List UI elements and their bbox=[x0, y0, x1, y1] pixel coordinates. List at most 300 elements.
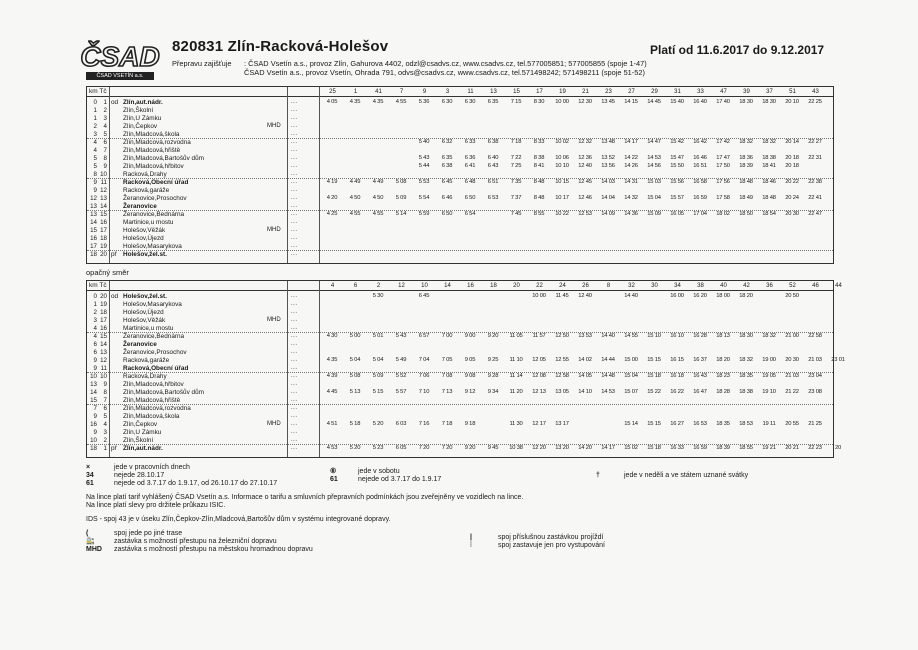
outbound-stop-tc: 3 bbox=[103, 115, 107, 122]
inbound-departure-time: 18 00 bbox=[716, 293, 730, 299]
inbound-departure-time: 5 20 bbox=[372, 421, 384, 427]
outbound-stop-name: Zlín,U Zámku bbox=[123, 115, 162, 122]
symbol-key: ( bbox=[86, 530, 89, 537]
outbound-stop-name: Racková,garáže bbox=[123, 187, 170, 194]
outbound-stop-tc: 13 bbox=[100, 195, 107, 202]
outbound-trip-number: 3 bbox=[445, 89, 450, 95]
isic-note: Na lince platí slevy pro držitele průkazu ISIC. bbox=[86, 502, 226, 509]
inbound-departure-time: 12 20 bbox=[532, 445, 546, 451]
inbound-trip-number: 36 bbox=[766, 283, 773, 289]
inbound-stop-tc: 18 bbox=[100, 309, 107, 316]
inbound-departure-time: 15 07 bbox=[624, 389, 638, 395]
outbound-trip-number: 15 bbox=[513, 89, 520, 95]
outbound-departure-time: 6 36 bbox=[464, 155, 476, 161]
outbound-stop-dots: ... bbox=[291, 235, 298, 241]
outbound-stop-tc: 6 bbox=[103, 139, 107, 146]
inbound-stop-dots: ... bbox=[291, 349, 298, 355]
inbound-departure-time: 5 23 bbox=[372, 445, 384, 451]
inbound-trip-number: 38 bbox=[697, 283, 704, 289]
inbound-departure-time: 5 13 bbox=[349, 389, 361, 395]
legend-text: jede v sobotu bbox=[358, 468, 400, 475]
inbound-departure-time: 21 00 bbox=[785, 333, 799, 339]
outbound-departure-time: 7 35 bbox=[510, 179, 522, 185]
outbound-departure-time: 17 58 bbox=[716, 195, 730, 201]
inbound-departure-time: 7 05 bbox=[441, 357, 453, 363]
outbound-stop-name: Zlín,Mladcová,hřbitov bbox=[123, 163, 184, 170]
outbound-departure-time: 12 45 bbox=[578, 179, 592, 185]
outbound-stop-dots: ... bbox=[291, 211, 298, 217]
outbound-row-divider bbox=[87, 210, 833, 211]
inbound-departure-time: 18 32 bbox=[739, 357, 753, 363]
outbound-departure-time: 14 04 bbox=[601, 195, 615, 201]
operator-info bbox=[172, 60, 647, 77]
outbound-stop-tc: 16 bbox=[100, 219, 107, 226]
outbound-trip-number: 7 bbox=[399, 89, 404, 95]
symbol-key: 🚉 bbox=[86, 538, 95, 545]
outbound-departure-time: 16 40 bbox=[693, 99, 707, 105]
inbound-stop-km: 4 bbox=[93, 333, 97, 340]
outbound-departure-time: 6 40 bbox=[487, 155, 499, 161]
inbound-departure-time: 4 53 bbox=[326, 445, 338, 451]
outbound-departure-time: 14 17 bbox=[624, 139, 638, 145]
inbound-departure-time: 11 10 bbox=[509, 357, 523, 363]
inbound-stop-tc: 10 bbox=[100, 373, 107, 380]
inbound-stop-name: Racková,garáže bbox=[123, 357, 170, 364]
inbound-departure-time: 7 10 bbox=[418, 389, 430, 395]
inbound-trip-number: 34 bbox=[674, 283, 681, 289]
outbound-stop-tc: 4 bbox=[103, 123, 107, 130]
inbound-departure-time: 4 30 bbox=[326, 333, 338, 339]
inbound-departure-time: 12 13 bbox=[532, 389, 546, 395]
inbound-stop-km: 13 bbox=[90, 381, 97, 388]
inbound-departure-time: 14 20 bbox=[578, 445, 592, 451]
outbound-departure-time: 5 36 bbox=[418, 99, 430, 105]
inbound-departure-time: 21 03 bbox=[808, 357, 822, 363]
outbound-stop-name: Zlín,Mladcová,škola bbox=[123, 131, 180, 138]
outbound-stop-dots: ... bbox=[291, 139, 298, 145]
legend-text: jede v pracovních dnech bbox=[114, 464, 190, 471]
outbound-departure-time: 18 48 bbox=[762, 195, 776, 201]
inbound-stop-dots: ... bbox=[291, 325, 298, 331]
inbound-stop-mark: od bbox=[111, 293, 119, 300]
outbound-departure-time: 16 05 bbox=[670, 211, 684, 217]
outbound-trip-number: 21 bbox=[582, 89, 589, 95]
direction-label: opačný směr bbox=[86, 268, 129, 277]
outbound-departure-time: 16 42 bbox=[693, 139, 707, 145]
inbound-departure-time: 9 25 bbox=[487, 357, 499, 363]
inbound-departure-time: 4 51 bbox=[326, 421, 338, 427]
outbound-stop-tc: 5 bbox=[103, 131, 107, 138]
outbound-trip-number: 31 bbox=[674, 89, 681, 95]
outbound-departure-time: 8 48 bbox=[533, 179, 545, 185]
outbound-departure-time: 6 43 bbox=[487, 163, 499, 169]
legend-item bbox=[86, 480, 277, 488]
outbound-stop-km: 8 bbox=[93, 171, 97, 178]
inbound-stop-dots: ... bbox=[291, 333, 298, 339]
inbound-departure-time: 16 33 bbox=[670, 445, 684, 451]
operator-line-1: : ČSAD Vsetín a.s., provoz Zlín, Gahurova 4402, odzl@csadvs.cz, www.csadvs.cz, tel.577005851; 577005855 (spoje 1-47) bbox=[244, 59, 647, 68]
inbound-stop-tc: 4 bbox=[103, 421, 107, 428]
outbound-trip-number: 1 bbox=[353, 89, 358, 95]
inbound-departure-time: 5 01 bbox=[372, 333, 384, 339]
operator-line-2: ČSAD Vsetín a.s., provoz Vsetín, Ohrada 791, odvs@csadvs.cz, www.csadvs.cz, tel.571498242; 571498211 (spoje 51-52) bbox=[244, 67, 645, 77]
inbound-departure-time: 4 45 bbox=[326, 389, 338, 395]
inbound-stop-name: Žeranovice,Bednárna bbox=[123, 333, 185, 340]
inbound-trip-number: 4 bbox=[330, 283, 335, 289]
inbound-row-divider bbox=[87, 372, 833, 373]
inbound-departure-time: 18 20 bbox=[716, 357, 730, 363]
outbound-trip-number: 19 bbox=[559, 89, 566, 95]
outbound-departure-time: 7 37 bbox=[510, 195, 522, 201]
inbound-departure-time: 4 35 bbox=[326, 357, 338, 363]
inbound-stop-dots: ... bbox=[291, 429, 298, 435]
outbound-departure-time: 4 55 bbox=[395, 99, 407, 105]
inbound-stop-tc: 13 bbox=[100, 349, 107, 356]
csad-logo bbox=[80, 38, 160, 72]
outbound-departure-time: 8 55 bbox=[533, 211, 545, 217]
inbound-stop-dots: ... bbox=[291, 445, 298, 451]
inbound-departure-time: 7 20 bbox=[418, 445, 430, 451]
outbound-departure-time: 6 48 bbox=[464, 179, 476, 185]
inbound-km-header: km Tč bbox=[89, 282, 107, 289]
outbound-stop-km: 4 bbox=[93, 139, 97, 146]
outbound-stop-dots: ... bbox=[291, 107, 298, 113]
legend-key: 61 bbox=[86, 480, 94, 487]
outbound-departure-time: 18 30 bbox=[762, 99, 776, 105]
outbound-departure-time: 13 52 bbox=[601, 155, 615, 161]
outbound-departure-time: 5 44 bbox=[418, 163, 430, 169]
inbound-departure-time: 5 00 bbox=[349, 333, 361, 339]
outbound-departure-time: 10 00 bbox=[555, 99, 569, 105]
outbound-stop-tc: 18 bbox=[100, 235, 107, 242]
inbound-stop-tc: 6 bbox=[103, 405, 107, 412]
inbound-departure-time: 9 18 bbox=[464, 421, 476, 427]
outbound-stop-km: 4 bbox=[93, 147, 97, 154]
operator-label: Přepravu zajišťuje bbox=[172, 59, 232, 68]
outbound-stop-km: 5 bbox=[93, 155, 97, 162]
outbound-trip-number: 37 bbox=[766, 89, 773, 95]
outbound-departure-time: 14 15 bbox=[624, 99, 638, 105]
outbound-stop-km: 12 bbox=[90, 195, 97, 202]
validity-period: Platí od 11.6.2017 do 9.12.2017 bbox=[650, 43, 825, 57]
outbound-departure-time: 14 03 bbox=[601, 179, 615, 185]
outbound-stop-dots: ... bbox=[291, 219, 298, 225]
outbound-departure-time: 14 09 bbox=[601, 211, 615, 217]
outbound-departure-time: 10 22 bbox=[555, 211, 569, 217]
inbound-departure-time: 21 03 bbox=[785, 373, 799, 379]
inbound-departure-time: 7 13 bbox=[441, 389, 453, 395]
symbol-item bbox=[470, 542, 605, 550]
outbound-departure-time: 20 22 bbox=[785, 179, 799, 185]
inbound-departure-time: 16 27 bbox=[670, 421, 684, 427]
outbound-departure-time: 15 03 bbox=[647, 179, 661, 185]
inbound-departure-time: 23 08 bbox=[808, 389, 822, 395]
inbound-stop-tc: 11 bbox=[100, 365, 107, 372]
outbound-departure-time: 10 17 bbox=[555, 195, 569, 201]
outbound-departure-time: 22 38 bbox=[808, 179, 822, 185]
outbound-stop-mark: od bbox=[111, 99, 119, 106]
inbound-departure-time: 22 23 bbox=[808, 445, 822, 451]
inbound-stop-name: Zlín,aut.nádr. bbox=[123, 445, 163, 452]
outbound-departure-time: 6 32 bbox=[441, 139, 453, 145]
outbound-departure-time: 4 50 bbox=[349, 195, 361, 201]
outbound-departure-time: 18 32 bbox=[739, 139, 753, 145]
inbound-stop-tc: 16 bbox=[100, 325, 107, 332]
inbound-departure-time: 20 30 bbox=[785, 357, 799, 363]
outbound-trip-number: 25 bbox=[329, 89, 336, 95]
outbound-departure-time: 7 15 bbox=[510, 99, 522, 105]
symbol-key: | bbox=[470, 534, 472, 541]
outbound-departure-time: 7 22 bbox=[510, 155, 522, 161]
outbound-departure-time: 12 53 bbox=[578, 211, 592, 217]
outbound-departure-time: 4 49 bbox=[349, 179, 361, 185]
inbound-trip-number: 30 bbox=[651, 283, 658, 289]
inbound-departure-time: 11 57 bbox=[532, 333, 546, 339]
inbound-departure-time: 23 01 bbox=[831, 357, 845, 363]
outbound-stop-name: Racková,Drahy bbox=[123, 171, 167, 178]
legend-item bbox=[330, 476, 441, 484]
symbol-item bbox=[86, 546, 313, 554]
inbound-departure-time: 15 15 bbox=[647, 357, 661, 363]
inbound-trip-number: 46 bbox=[812, 283, 819, 289]
inbound-departure-time: 16 53 bbox=[693, 421, 707, 427]
inbound-departure-time: 5 57 bbox=[395, 389, 407, 395]
outbound-departure-time: 4 20 bbox=[326, 195, 338, 201]
inbound-stop-tc: 12 bbox=[100, 357, 107, 364]
inbound-stop-dots: ... bbox=[291, 317, 298, 323]
symbol-text: zastávka s možností přestupu na železniční dopravu bbox=[114, 538, 277, 545]
outbound-stop-name: Holešov,Újezd bbox=[123, 235, 164, 242]
outbound-departure-time: 12 36 bbox=[578, 155, 592, 161]
inbound-stop-dots: ... bbox=[291, 405, 298, 411]
inbound-departure-time: 11 14 bbox=[509, 373, 523, 379]
outbound-departure-time: 6 50 bbox=[441, 211, 453, 217]
outbound-stop-km: 17 bbox=[90, 243, 97, 250]
inbound-stop-name: Zlín,Mladcová,rozvodna bbox=[123, 405, 191, 412]
outbound-departure-time: 8 33 bbox=[533, 139, 545, 145]
inbound-departure-time: 6 57 bbox=[418, 333, 430, 339]
outbound-departure-time: 17 47 bbox=[716, 155, 730, 161]
legend-text: nejede 28.10.17 bbox=[114, 472, 165, 479]
inbound-departure-time: 5 18 bbox=[349, 421, 361, 427]
inbound-stop-km: 3 bbox=[93, 317, 97, 324]
inbound-departure-time: 16 22 bbox=[670, 389, 684, 395]
outbound-departure-time: 6 50 bbox=[464, 195, 476, 201]
outbound-trip-number: 33 bbox=[697, 89, 704, 95]
outbound-stop-km: 13 bbox=[90, 203, 97, 210]
inbound-stop-name: Zlín,Mladcová,Bartošův dům bbox=[123, 389, 204, 396]
inbound-departure-time: 20 50 bbox=[785, 293, 799, 299]
inbound-stop-tc: 14 bbox=[100, 341, 107, 348]
inbound-departure-time: 14 05 bbox=[578, 373, 592, 379]
outbound-stop-km: 15 bbox=[90, 227, 97, 234]
inbound-mhd-label: MHD bbox=[267, 317, 281, 323]
outbound-departure-time: 12 40 bbox=[578, 163, 592, 169]
outbound-departure-time: 13 56 bbox=[601, 163, 615, 169]
outbound-trip-number: 39 bbox=[743, 89, 750, 95]
inbound-departure-time: 19 10 bbox=[762, 389, 776, 395]
inbound-departure-time: 19 05 bbox=[762, 373, 776, 379]
inbound-stop-tc: 1 bbox=[103, 445, 107, 452]
inbound-column-separator bbox=[319, 281, 320, 457]
outbound-departure-time: 18 32 bbox=[762, 139, 776, 145]
outbound-stop-dots: ... bbox=[291, 203, 298, 209]
inbound-stop-name: Holešov,Újezd bbox=[123, 309, 164, 316]
inbound-stop-km: 0 bbox=[93, 293, 97, 300]
inbound-departure-time: 18 28 bbox=[716, 389, 730, 395]
outbound-departure-time: 8 30 bbox=[533, 99, 545, 105]
outbound-stop-name: Žeranovice bbox=[123, 203, 157, 210]
outbound-departure-time: 7 18 bbox=[510, 139, 522, 145]
symbol-text: zastávka s možností přestupu na městskou hromadnou dopravu bbox=[114, 546, 313, 553]
inbound-departure-time: 14 02 bbox=[578, 357, 592, 363]
outbound-departure-time: 15 40 bbox=[670, 99, 684, 105]
inbound-stop-dots: ... bbox=[291, 381, 298, 387]
outbound-stop-tc: 2 bbox=[103, 107, 107, 114]
outbound-departure-time: 20 24 bbox=[785, 195, 799, 201]
outbound-departure-time: 15 50 bbox=[670, 163, 684, 169]
inbound-mhd-label: MHD bbox=[267, 421, 281, 427]
inbound-stop-tc: 20 bbox=[100, 293, 107, 300]
outbound-stop-tc: 7 bbox=[103, 147, 107, 154]
outbound-departure-time: 13 48 bbox=[601, 139, 615, 145]
outbound-departure-time: 15 47 bbox=[670, 155, 684, 161]
outbound-stop-km: 2 bbox=[93, 123, 97, 130]
inbound-departure-time: 5 08 bbox=[349, 373, 361, 379]
inbound-stop-tc: 15 bbox=[100, 333, 107, 340]
inbound-departure-time: 14 44 bbox=[601, 357, 615, 363]
outbound-stop-name: Zlín,Školní bbox=[123, 107, 154, 114]
inbound-departure-time: 18 35 bbox=[739, 373, 753, 379]
outbound-departure-time: 6 30 bbox=[464, 99, 476, 105]
inbound-stop-km: 18 bbox=[90, 445, 97, 452]
inbound-stop-tc: 8 bbox=[103, 389, 107, 396]
inbound-stop-dots: ... bbox=[291, 437, 298, 443]
inbound-row-divider bbox=[87, 444, 833, 445]
outbound-departure-time: 8 41 bbox=[533, 163, 545, 169]
inbound-stop-tc: 2 bbox=[103, 437, 107, 444]
outbound-stop-name: Holešov,Masarykova bbox=[123, 243, 182, 250]
legend-key: × bbox=[86, 464, 91, 471]
inbound-stop-dots: ... bbox=[291, 341, 298, 347]
outbound-stop-tc: 10 bbox=[100, 171, 107, 178]
inbound-stop-km: 9 bbox=[93, 413, 97, 420]
inbound-departure-time: 12 05 bbox=[532, 357, 546, 363]
symbol-item bbox=[470, 534, 603, 542]
outbound-departure-time: 18 48 bbox=[739, 179, 753, 185]
inbound-trip-number: 10 bbox=[421, 283, 428, 289]
inbound-departure-time: 9 05 bbox=[464, 357, 476, 363]
legend-item bbox=[86, 464, 190, 472]
inbound-departure-time: 5 15 bbox=[372, 389, 384, 395]
inbound-row-divider bbox=[87, 404, 833, 405]
inbound-column-separator bbox=[109, 281, 110, 457]
line-title: 820831 Zlín-Racková-Holešov bbox=[172, 38, 389, 55]
inbound-departure-time: 18 20 bbox=[739, 293, 753, 299]
outbound-departure-time: 15 57 bbox=[670, 195, 684, 201]
legend-key: 61 bbox=[330, 476, 338, 483]
outbound-mhd-label: MHD bbox=[267, 123, 281, 129]
outbound-departure-time: 20 18 bbox=[785, 155, 799, 161]
inbound-stop-dots: ... bbox=[291, 365, 298, 371]
inbound-departure-time: 13 53 bbox=[578, 333, 592, 339]
inbound-departure-time: 7 08 bbox=[441, 373, 453, 379]
outbound-departure-time: 15 56 bbox=[670, 179, 684, 185]
outbound-departure-time: 5 54 bbox=[418, 195, 430, 201]
outbound-departure-time: 22 27 bbox=[808, 139, 822, 145]
outbound-departure-time: 6 45 bbox=[441, 179, 453, 185]
outbound-departure-time: 6 38 bbox=[441, 163, 453, 169]
inbound-departure-time: 12 40 bbox=[578, 293, 592, 299]
inbound-trip-number: 12 bbox=[398, 283, 405, 289]
inbound-trip-number: 44 bbox=[835, 283, 842, 289]
outbound-departure-time: 22 47 bbox=[808, 211, 822, 217]
outbound-departure-time: 13 45 bbox=[601, 99, 615, 105]
inbound-departure-time: 16 18 bbox=[670, 373, 684, 379]
inbound-stop-dots: ... bbox=[291, 389, 298, 395]
inbound-trip-number: 26 bbox=[582, 283, 589, 289]
inbound-departure-time: 14 40 bbox=[624, 293, 638, 299]
inbound-departure-time: 5 04 bbox=[372, 357, 384, 363]
outbound-departure-time: 4 49 bbox=[372, 179, 384, 185]
inbound-departure-time: 9 20 bbox=[487, 333, 499, 339]
inbound-departure-time: 21 25 bbox=[808, 421, 822, 427]
inbound-departure-time: 11 20 bbox=[509, 389, 523, 395]
inbound-departure-time: 14 55 bbox=[624, 333, 638, 339]
inbound-departure-time: 20 55 bbox=[785, 421, 799, 427]
outbound-departure-time: 14 47 bbox=[647, 139, 661, 145]
inbound-departure-time: 16 37 bbox=[693, 357, 707, 363]
symbol-key: MHD bbox=[86, 546, 102, 553]
inbound-trip-number: 22 bbox=[536, 283, 543, 289]
inbound-stop-tc: 17 bbox=[100, 317, 107, 324]
outbound-stop-km: 9 bbox=[93, 179, 97, 186]
inbound-departure-time: 5 09 bbox=[372, 373, 384, 379]
legend-text: nejede od 3.7.17 do 1.9.17, od 26.10.17 do 27.10.17 bbox=[114, 480, 278, 487]
inbound-departure-time: 5 04 bbox=[349, 357, 361, 363]
outbound-trip-number: 43 bbox=[812, 89, 819, 95]
outbound-departure-time: 18 02 bbox=[716, 211, 730, 217]
outbound-stop-name: Martinice,u mostu bbox=[123, 219, 174, 226]
outbound-departure-time: 6 51 bbox=[487, 179, 499, 185]
outbound-trip-number: 9 bbox=[422, 89, 427, 95]
inbound-stop-mark: př bbox=[111, 445, 117, 452]
inbound-departure-time: 20 bbox=[834, 445, 842, 451]
outbound-departure-time: 6 53 bbox=[487, 195, 499, 201]
outbound-departure-time: 14 26 bbox=[624, 163, 638, 169]
inbound-departure-time: 13 05 bbox=[555, 389, 569, 395]
outbound-departure-time: 15 42 bbox=[670, 139, 684, 145]
inbound-departure-time: 9 45 bbox=[487, 445, 499, 451]
outbound-stop-km: 9 bbox=[93, 187, 97, 194]
outbound-departure-time: 7 45 bbox=[510, 211, 522, 217]
inbound-trip-number: 42 bbox=[743, 283, 750, 289]
outbound-departure-time: 18 39 bbox=[739, 163, 753, 169]
outbound-departure-time: 12 32 bbox=[578, 139, 592, 145]
inbound-stop-name: Zlín,Školní bbox=[123, 437, 154, 444]
outbound-stop-dots: ... bbox=[291, 155, 298, 161]
outbound-departure-time: 20 14 bbox=[785, 139, 799, 145]
legend-key: 34 bbox=[86, 472, 94, 479]
inbound-departure-time: 9 20 bbox=[464, 445, 476, 451]
outbound-departure-time: 17 04 bbox=[693, 211, 707, 217]
outbound-departure-time: 4 55 bbox=[372, 211, 384, 217]
inbound-departure-time: 7 18 bbox=[441, 421, 453, 427]
inbound-departure-time: 5 52 bbox=[395, 373, 407, 379]
outbound-departure-time: 17 50 bbox=[716, 163, 730, 169]
outbound-stop-km: 16 bbox=[90, 235, 97, 242]
inbound-trip-number: 2 bbox=[376, 283, 381, 289]
